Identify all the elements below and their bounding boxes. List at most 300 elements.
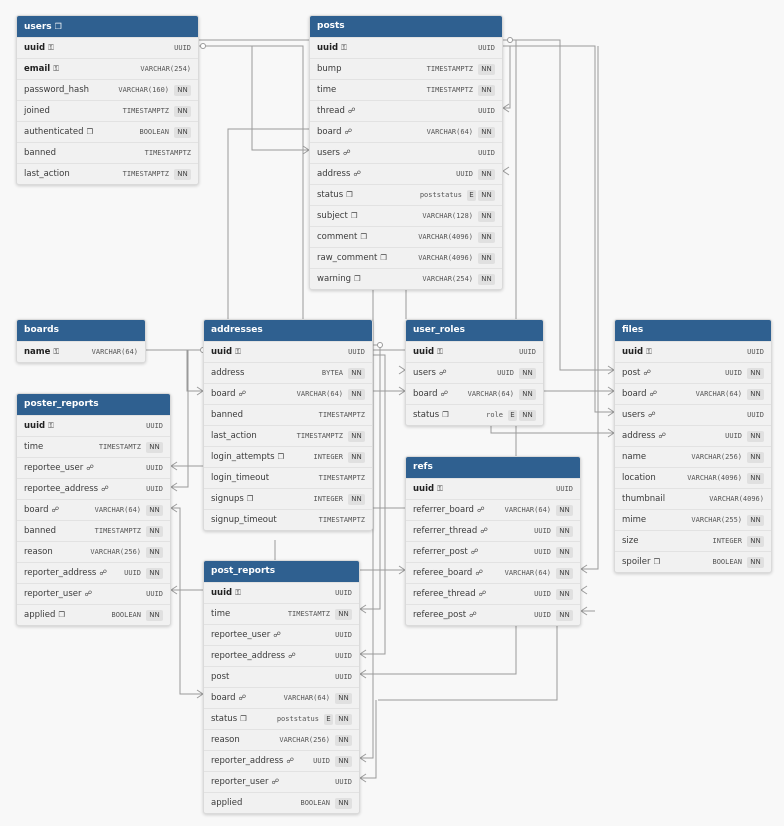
column-name: referee_thread <box>413 589 476 599</box>
not-null-badge: NN <box>747 557 764 568</box>
column-name: referrer_post <box>413 547 468 557</box>
note-icon: ❒ <box>653 557 661 566</box>
column-row[interactable] <box>406 520 580 541</box>
column-row[interactable] <box>17 142 198 163</box>
link-icon: ☍ <box>288 651 296 660</box>
column-name: post <box>211 672 230 682</box>
link-icon: ☍ <box>475 568 483 577</box>
not-null-badge: NN <box>556 547 573 558</box>
link-icon: ☍ <box>99 568 107 577</box>
column-type: TIMESTAMPTZ <box>318 474 365 482</box>
column-name: banned <box>24 148 57 158</box>
column-row[interactable] <box>406 404 543 425</box>
table-poster_reports[interactable] <box>16 393 171 626</box>
not-null-badge: NN <box>478 85 495 96</box>
column-type: UUID <box>348 348 365 356</box>
column-type: UUID <box>146 422 163 430</box>
key-icon: ⚿ <box>53 64 59 73</box>
column-name: joined <box>24 106 50 116</box>
note-icon: ❒ <box>277 452 285 461</box>
column-name: status <box>211 714 238 724</box>
column-type: TIMESTAMPTZ <box>122 107 169 115</box>
column-type: VARCHAR(64) <box>504 506 551 514</box>
link-icon: ☍ <box>101 484 109 493</box>
column-row[interactable] <box>310 121 502 142</box>
column-row[interactable] <box>204 729 359 750</box>
column-type: UUID <box>534 527 551 535</box>
not-null-badge: NN <box>519 389 536 400</box>
column-type: UUID <box>146 485 163 493</box>
column-row[interactable] <box>310 100 502 121</box>
key-icon: ⚿ <box>437 484 443 493</box>
column-row[interactable] <box>615 404 771 425</box>
column-name: reporter_address <box>24 568 97 578</box>
link-icon: ☍ <box>478 589 487 598</box>
optional-one-marker <box>508 38 513 43</box>
table-addresses[interactable] <box>203 319 373 531</box>
column-row[interactable] <box>204 341 372 362</box>
column-row[interactable] <box>204 771 359 792</box>
column-type: UUID <box>747 348 764 356</box>
column-type: VARCHAR(4096) <box>418 233 473 241</box>
key-icon: ⚿ <box>646 347 652 356</box>
column-row[interactable] <box>17 415 170 436</box>
column-type: UUID <box>478 44 495 52</box>
link-icon: ☍ <box>469 610 477 619</box>
not-null-badge: NN <box>747 473 764 484</box>
column-type: BOOLEAN <box>139 128 169 136</box>
link-icon: ☍ <box>649 389 658 398</box>
column-row[interactable] <box>615 551 771 572</box>
column-row[interactable] <box>406 583 580 604</box>
not-null-badge: NN <box>747 368 764 379</box>
table-title: posts <box>317 21 345 31</box>
not-null-badge: NN <box>335 735 352 746</box>
column-type: UUID <box>335 652 352 660</box>
column-name: reporter_address <box>211 756 284 766</box>
not-null-badge: NN <box>747 515 764 526</box>
column-name: board <box>211 389 236 399</box>
crow-foot-marker <box>503 104 509 112</box>
column-row[interactable] <box>204 624 359 645</box>
column-row[interactable] <box>406 499 580 520</box>
optional-one-marker <box>201 44 206 49</box>
column-row[interactable] <box>615 362 771 383</box>
key-icon: ⚿ <box>53 347 60 356</box>
crow-foot-marker <box>171 504 177 512</box>
column-row[interactable] <box>406 604 580 625</box>
column-name: bump <box>317 64 342 74</box>
column-name: reason <box>211 735 240 745</box>
link-icon: ☍ <box>470 547 479 556</box>
table-user_roles[interactable] <box>405 319 544 426</box>
column-type: BYTEA <box>321 369 343 377</box>
column-row[interactable] <box>406 478 580 499</box>
not-null-badge: NN <box>556 589 573 600</box>
link-icon: ☍ <box>658 431 667 440</box>
not-null-badge: NN <box>348 452 365 463</box>
column-name: applied <box>24 610 56 620</box>
table-post_reports[interactable] <box>203 560 360 814</box>
column-type: UUID <box>534 611 551 619</box>
column-name: users <box>413 368 436 378</box>
column-row[interactable] <box>615 530 771 551</box>
column-type: UUID <box>335 673 352 681</box>
column-type: VARCHAR(4096) <box>687 474 742 482</box>
not-null-badge: NN <box>348 494 365 505</box>
link-icon: ☍ <box>238 389 247 398</box>
column-name: uuid <box>24 421 46 431</box>
link-icon: ☍ <box>51 505 60 514</box>
column-type: TIMESTAMPTZ <box>426 65 473 73</box>
column-type: TIMESTAMPTZ <box>94 527 141 535</box>
column-name: applied <box>211 798 243 808</box>
column-type: VARCHAR(64) <box>467 390 514 398</box>
not-null-badge: NN <box>478 64 495 75</box>
column-type: VARCHAR(256) <box>279 736 330 744</box>
column-type: TIMESTAMTZ <box>287 610 330 618</box>
column-type: VARCHAR(64) <box>296 390 343 398</box>
not-null-badge: NN <box>335 756 352 767</box>
column-row[interactable] <box>204 582 359 603</box>
column-row[interactable] <box>406 341 543 362</box>
column-row[interactable] <box>17 457 170 478</box>
column-row[interactable] <box>17 37 198 58</box>
not-null-badge: NN <box>478 232 495 243</box>
column-row[interactable] <box>17 58 198 79</box>
link-icon: ☍ <box>84 589 93 598</box>
column-row[interactable] <box>615 446 771 467</box>
column-type: UUID <box>335 778 352 786</box>
column-name: login_timeout <box>211 473 270 483</box>
column-type: INTEGER <box>712 537 742 545</box>
column-row[interactable] <box>310 79 502 100</box>
column-type: VARCHAR(256) <box>90 548 141 556</box>
crow-foot-marker <box>581 607 587 615</box>
column-name: mime <box>622 515 647 525</box>
column-row[interactable] <box>17 499 170 520</box>
column-row[interactable] <box>204 383 372 404</box>
not-null-badge: NN <box>348 431 365 442</box>
link-icon: ☍ <box>647 410 656 419</box>
column-type: VARCHAR(64) <box>94 506 141 514</box>
column-row[interactable] <box>204 425 372 446</box>
link-icon: ☍ <box>238 693 247 702</box>
column-row[interactable] <box>204 404 372 425</box>
column-row[interactable] <box>17 583 170 604</box>
not-null-badge: NN <box>519 368 536 379</box>
column-row[interactable] <box>406 383 543 404</box>
column-name: post <box>622 368 641 378</box>
column-type: UUID <box>146 590 163 598</box>
note-icon: ❒ <box>346 190 353 199</box>
column-name: warning <box>317 274 352 284</box>
column-row[interactable] <box>204 792 359 813</box>
column-row[interactable] <box>406 562 580 583</box>
column-type: UUID <box>534 590 551 598</box>
column-type: role <box>486 411 503 419</box>
crow-foot-marker <box>360 605 366 613</box>
column-row[interactable] <box>204 603 359 624</box>
column-type: UUID <box>534 548 551 556</box>
column-type: UUID <box>556 485 573 493</box>
column-name: name <box>24 347 51 357</box>
column-name: board <box>24 505 49 515</box>
column-row[interactable] <box>615 467 771 488</box>
column-row[interactable] <box>615 425 771 446</box>
column-name: authenticated <box>24 127 84 137</box>
not-null-badge: NN <box>478 253 495 264</box>
column-row[interactable] <box>310 58 502 79</box>
table-title: post_reports <box>211 566 276 576</box>
column-row[interactable] <box>204 645 359 666</box>
column-row[interactable] <box>204 488 372 509</box>
table-header[interactable] <box>406 457 580 478</box>
column-type: UUID <box>497 369 514 377</box>
crow-foot-marker <box>581 586 587 594</box>
table-title: addresses <box>211 325 263 335</box>
column-name: reason <box>24 547 53 557</box>
crow-foot-marker <box>360 650 366 658</box>
column-row[interactable] <box>17 79 198 100</box>
column-name: size <box>622 536 639 546</box>
column-name: users <box>622 410 645 420</box>
not-null-badge: NN <box>174 106 191 117</box>
column-row[interactable] <box>17 541 170 562</box>
column-name: uuid <box>211 347 233 357</box>
link-icon: ☍ <box>342 148 351 157</box>
column-row[interactable] <box>310 226 502 247</box>
wire-refs-lower <box>378 624 557 700</box>
column-type: poststatus <box>276 715 319 723</box>
table-title: user_roles <box>413 325 465 335</box>
column-type: VARCHAR(4096) <box>418 254 473 262</box>
note-icon: ❒ <box>58 610 66 619</box>
note-icon: ❒ <box>54 22 62 31</box>
link-icon: ☍ <box>347 106 356 115</box>
not-null-badge: NN <box>747 431 764 442</box>
column-name: signups <box>211 494 244 504</box>
note-icon: ❒ <box>380 253 388 262</box>
column-type: UUID <box>335 631 352 639</box>
link-icon: ☍ <box>440 389 449 398</box>
column-type: TIMESTAMPTZ <box>318 411 365 419</box>
column-row[interactable] <box>17 163 198 184</box>
column-row[interactable] <box>406 541 580 562</box>
column-name: address <box>211 368 245 378</box>
column-row[interactable] <box>310 142 502 163</box>
column-row[interactable] <box>17 478 170 499</box>
column-row[interactable] <box>204 446 372 467</box>
column-type: VARCHAR(64) <box>695 390 742 398</box>
wire-users-posts <box>199 46 309 150</box>
table-header[interactable] <box>615 320 771 341</box>
wire-post-reports-post <box>360 624 516 674</box>
table-refs[interactable] <box>405 456 581 626</box>
table-posts[interactable] <box>309 15 503 290</box>
column-type: VARCHAR(64) <box>504 569 551 577</box>
column-name: users <box>317 148 340 158</box>
not-null-badge: NN <box>146 505 163 516</box>
key-icon: ⚿ <box>235 347 241 356</box>
column-row[interactable] <box>310 247 502 268</box>
wire-posts-thread <box>503 46 510 108</box>
column-type: UUID <box>146 464 163 472</box>
column-row[interactable] <box>615 488 771 509</box>
column-type: VARCHAR(128) <box>422 212 473 220</box>
enum-badge: E <box>467 190 476 201</box>
enum-badge: E <box>508 410 517 421</box>
column-row[interactable] <box>204 509 372 530</box>
link-icon: ☍ <box>353 169 362 178</box>
column-row[interactable] <box>17 121 198 142</box>
column-row[interactable] <box>204 687 359 708</box>
note-icon: ❒ <box>350 211 358 220</box>
link-icon: ☍ <box>344 127 353 136</box>
column-type: UUID <box>478 107 495 115</box>
column-row[interactable] <box>406 362 543 383</box>
column-row[interactable] <box>615 341 771 362</box>
column-name: banned <box>24 526 57 536</box>
column-type: UUID <box>174 44 191 52</box>
column-name: time <box>317 85 337 95</box>
column-name: reportee_user <box>211 630 271 640</box>
not-null-badge: NN <box>146 568 163 579</box>
not-null-badge: NN <box>747 452 764 463</box>
table-header[interactable] <box>17 394 170 415</box>
column-name: status <box>413 410 440 420</box>
table-header[interactable] <box>204 320 372 341</box>
table-header[interactable] <box>310 16 502 37</box>
column-name: password_hash <box>24 85 90 95</box>
column-name: referee_board <box>413 568 473 578</box>
column-row[interactable] <box>615 383 771 404</box>
column-name: address <box>622 431 656 441</box>
column-row[interactable] <box>17 100 198 121</box>
note-icon: ❒ <box>240 714 247 723</box>
column-type: UUID <box>124 569 141 577</box>
link-icon: ☍ <box>286 756 294 765</box>
column-name: name <box>622 452 647 462</box>
column-name: reportee_user <box>24 463 84 473</box>
column-type: VARCHAR(64) <box>426 128 473 136</box>
column-type: TIMESTAMPTZ <box>318 516 365 524</box>
not-null-badge: NN <box>174 127 191 138</box>
column-row[interactable] <box>17 562 170 583</box>
column-name: status <box>317 190 344 200</box>
column-row[interactable] <box>204 666 359 687</box>
column-row[interactable] <box>204 750 359 771</box>
wire-poster-reports-board <box>171 508 203 694</box>
column-name: reportee_address <box>24 484 99 494</box>
table-users[interactable] <box>16 15 199 185</box>
column-name: referrer_thread <box>413 526 478 536</box>
not-null-badge: NN <box>556 526 573 537</box>
column-row[interactable] <box>310 37 502 58</box>
column-type: UUID <box>725 432 742 440</box>
note-icon: ❒ <box>86 127 94 136</box>
column-row[interactable] <box>310 184 502 205</box>
note-icon: ❒ <box>360 232 368 241</box>
not-null-badge: NN <box>335 693 352 704</box>
column-row[interactable] <box>204 467 372 488</box>
optional-one-marker <box>378 343 383 348</box>
table-header[interactable] <box>17 16 198 37</box>
enum-badge: E <box>324 714 333 725</box>
table-header[interactable] <box>204 561 359 582</box>
column-row[interactable] <box>17 520 170 541</box>
crow-foot-marker <box>581 565 587 573</box>
column-type: INTEGER <box>313 453 343 461</box>
column-type: UUID <box>335 589 352 597</box>
column-type: TIMESTAMPTZ <box>144 149 191 157</box>
column-name: uuid <box>317 43 339 53</box>
wire-poster-reports-address <box>171 350 188 487</box>
column-row[interactable] <box>17 604 170 625</box>
column-row[interactable] <box>615 509 771 530</box>
column-row[interactable] <box>310 163 502 184</box>
column-type: VARCHAR(64) <box>91 348 138 356</box>
crow-foot-marker <box>360 774 366 782</box>
table-header[interactable] <box>17 320 145 341</box>
column-type: VARCHAR(64) <box>283 694 330 702</box>
table-title: users <box>24 22 52 32</box>
key-icon: ⚿ <box>235 588 241 597</box>
link-icon: ☍ <box>643 368 651 377</box>
column-row[interactable] <box>17 436 170 457</box>
key-icon: ⚿ <box>48 43 54 52</box>
note-icon: ❒ <box>246 494 254 503</box>
column-type: UUID <box>725 369 742 377</box>
not-null-badge: NN <box>146 526 163 537</box>
column-name: last_action <box>211 431 257 441</box>
column-name: board <box>413 389 438 399</box>
not-null-badge: NN <box>478 274 495 285</box>
column-name: comment <box>317 232 358 242</box>
key-icon: ⚿ <box>48 421 54 430</box>
column-name: uuid <box>24 43 46 53</box>
not-null-badge: NN <box>335 798 352 809</box>
column-type: VARCHAR(255) <box>691 516 742 524</box>
column-row[interactable] <box>310 205 502 226</box>
column-name: uuid <box>622 347 644 357</box>
table-header[interactable] <box>406 320 543 341</box>
column-row[interactable] <box>310 268 502 289</box>
column-name: subject <box>317 211 348 221</box>
not-null-badge: NN <box>747 389 764 400</box>
column-type: UUID <box>313 757 330 765</box>
column-name: uuid <box>211 588 233 598</box>
crow-foot-marker <box>171 462 177 470</box>
column-type: INTEGER <box>313 495 343 503</box>
column-name: spoiler <box>622 557 651 567</box>
table-title: poster_reports <box>24 399 99 409</box>
column-type: VARCHAR(256) <box>691 453 742 461</box>
column-row[interactable] <box>204 708 359 729</box>
not-null-badge: NN <box>348 389 365 400</box>
column-row[interactable] <box>17 341 145 362</box>
column-type: VARCHAR(254) <box>140 65 191 73</box>
column-type: VARCHAR(4096) <box>709 495 764 503</box>
note-icon: ❒ <box>442 410 449 419</box>
column-type: UUID <box>519 348 536 356</box>
table-files[interactable] <box>614 319 772 573</box>
column-type: BOOLEAN <box>712 558 742 566</box>
table-boards[interactable] <box>16 319 146 363</box>
link-icon: ☍ <box>271 777 280 786</box>
column-type: UUID <box>478 149 495 157</box>
column-row[interactable] <box>204 362 372 383</box>
